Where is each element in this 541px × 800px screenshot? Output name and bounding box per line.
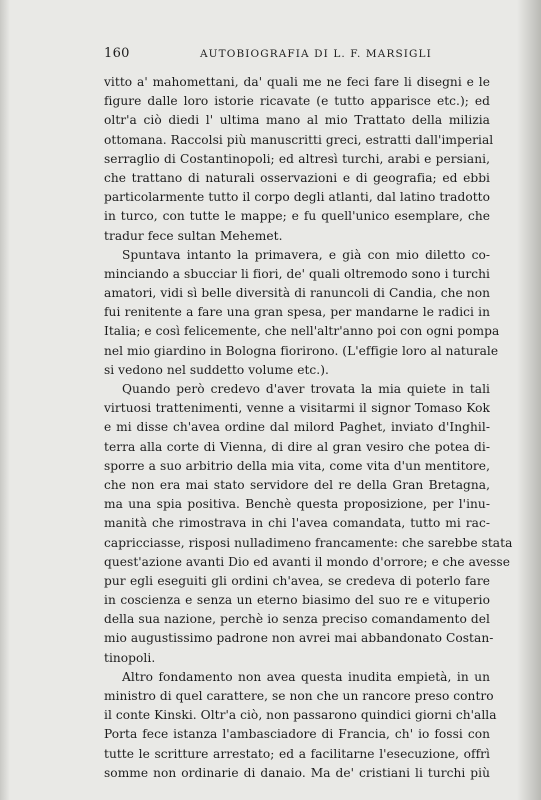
text-line: nel mio giardino in Bologna fiorirono. (L'effigie loro al naturale (104, 343, 499, 358)
text-line: tradur fece sultan Mehemet. (104, 228, 283, 243)
text-line: che non era mai stato servidore del re della Gran Bretagna, (104, 477, 490, 492)
text-line: in turco, con tutte le mappe; e fu quell'unico esemplare, che (104, 209, 490, 224)
page-header (104, 46, 490, 62)
page-gutter-shadow (0, 0, 10, 800)
text-line: Spuntava intanto la primavera, e già con mio diletto co- (122, 247, 490, 262)
text-line: ministro di quel carattere, se non che un rancore preso contro (104, 689, 494, 703)
paragraph (104, 246, 500, 380)
text-line: ottomana. Raccolsi più manuscritti greci, estratti dall'imperial (104, 132, 494, 147)
text-line: Altro fondamento non avea questa inudita empietà, in un (122, 669, 490, 684)
text-line: figure dalle loro istorie ricavate (e tutto apparisce etc.); ed (104, 94, 490, 109)
text-line: della sua nazione, perchè io senza preciso comandamento del (104, 612, 490, 627)
text-line: e mi disse ch'avea ordine dal milord Paghet, inviato d'Inghil- (104, 420, 490, 435)
text-line: che trattano di naturali osservazioni e di geografia; ed ebbi (104, 170, 490, 185)
text-line: somme non ordinarie di danaio. Ma de' cristiani li turchi più (104, 765, 490, 780)
running-head: AUTOBIOGRAFIA DI L. F. MARSIGLI (200, 48, 432, 60)
text-line: tutte le scritture arrestato; ed a facilitarne l'esecuzione, offrì (104, 746, 490, 761)
text-line: Porta fece istanza l'ambasciadore di Francia, ch' io fossi con (104, 727, 490, 742)
text-line: sporre a suo arbitrio della mia vita, come vita d'un mentitore, (104, 458, 490, 473)
text-line: capricciasse, risposi nulladimeno francamente: che sarebbe stata (104, 535, 513, 550)
text-line: ma una spia positiva. Benchè questa proposizione, per l'inu- (104, 497, 490, 512)
page-number: 160 (104, 46, 130, 61)
text-line: oltr'a ciò diedi l' ultima mano al mio Trattato della milizia (104, 113, 490, 128)
text-line: fui renitente a fare una gran spesa, per mandarne le radici in (104, 305, 490, 320)
text-line: Quando però credevo d'aver trovata la mia quiete in tali (122, 382, 490, 396)
text-line: si vedono nel suddetto volume etc.). (104, 362, 329, 377)
text-line: pur egli eseguiti gli ordini ch'avea, se credeva di poterlo fare (104, 573, 490, 588)
text-line: minciando a sbucciar li fiori, de' quali oltremodo sono i turchi (104, 266, 490, 281)
text-line: tinopoli. (104, 650, 156, 665)
text-line: serraglio di Costantinopoli; ed altresì turchi, arabi e persiani, (104, 151, 490, 166)
text-line: mio augustissimo padrone non avrei mai abbandonato Costan- (104, 631, 494, 646)
page-edge-shadow (517, 0, 541, 800)
text-line: manità che rimostrava in chi l'avea comandata, tutto mi rac- (104, 516, 490, 531)
text-line: vitto a' mahomettani, da' quali me ne feci fare li disegni e le (104, 75, 490, 89)
text-line: in coscienza e senza un eterno biasimo del suo re e vituperio (104, 593, 490, 608)
text-line: il conte Kinski. Oltr'a ciò, non passarono quindici giorni ch'alla (104, 708, 497, 723)
text-line: amatori, vidi sì belle diversità di ranuncoli di Candia, che non (104, 286, 490, 301)
paragraph (104, 380, 513, 668)
text-line: Italia; e così felicemente, che nell'altr'anno poi con ogni pompa (104, 324, 500, 339)
text-line: quest'azione avanti Dio ed avanti il mondo d'orrore; e che avesse (104, 554, 510, 569)
text-line: virtuosi trattenimenti, venne a visitarmi il signor Tomaso Kok (104, 401, 490, 416)
paragraph (104, 73, 494, 246)
text-line: particolarmente tutto il corpo degli atlanti, dal latino tradotto (104, 190, 490, 205)
body-text (104, 73, 513, 783)
text-line: terra alla corte di Vienna, di dire al gran vesiro che potea di- (104, 439, 490, 454)
paragraph (104, 668, 497, 783)
